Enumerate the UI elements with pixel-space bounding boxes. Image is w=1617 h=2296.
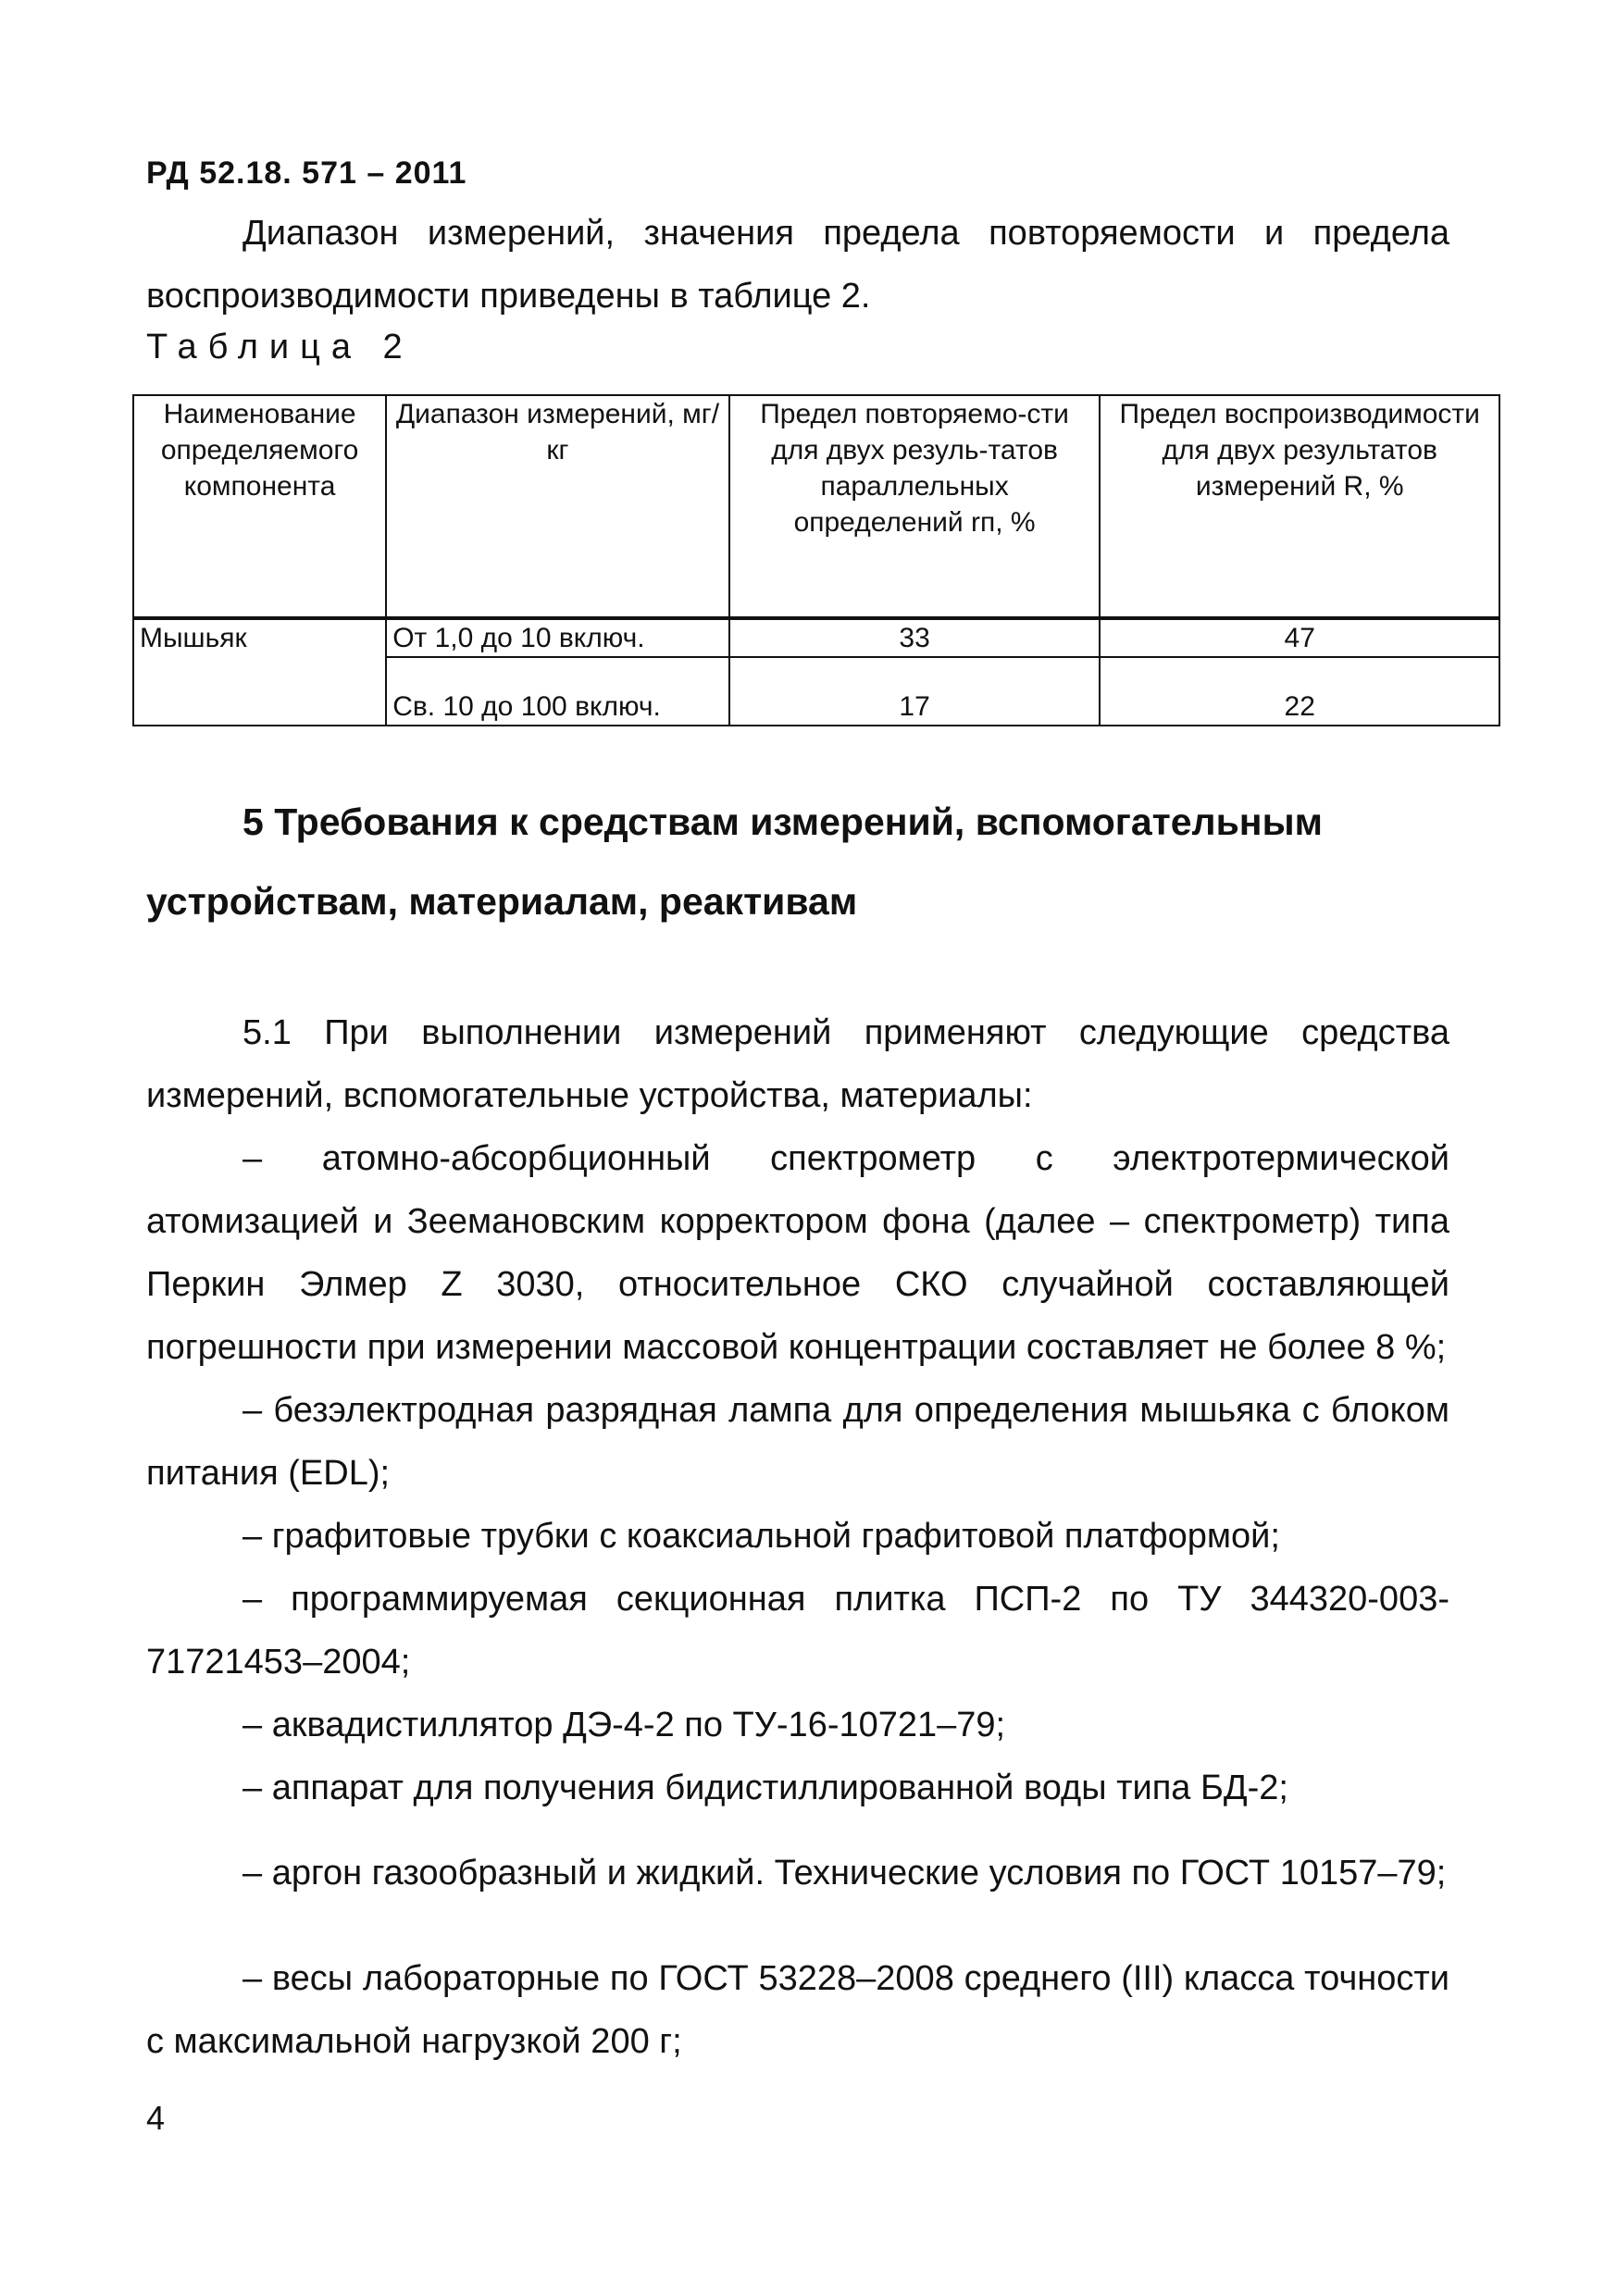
section-title-line2: устройствам, материалам, реактивам	[146, 880, 858, 923]
list-item: – аргон газообразный и жидкий. Технические условия по ГОСТ 10157–79;	[243, 1854, 1447, 1893]
paragraph-5-1: 5.1 При выполнении измерений применяют следующие средства измерений, вспомогательные устройства, материалы:	[146, 1013, 1449, 1115]
list-item: – атомно-абсорбционный спектрометр с электротермической атомизацией и Зеемановским корректором фона (далее – спектрометр) типа Перкин Элмер Z 3030, относительное СКО случайной составляющей погрешности при измерении массовой концентрации составляет не более 8 %;	[146, 1139, 1449, 1367]
range-cell: От 1,0 до 10 включ.	[386, 618, 729, 657]
reproducibility-cell: 47	[1100, 618, 1499, 657]
list-item: – программируемая секционная плитка ПСП-2 по ТУ 344320-003-71721453–2004;	[146, 1580, 1449, 1682]
header-reproducibility: Предел воспроизводимости для двух результатов измерений R, %	[1100, 395, 1499, 618]
list-item: – безэлектродная разрядная лампа для определения мышьяка с блоком питания (EDL);	[146, 1391, 1449, 1493]
section-heading	[146, 782, 1449, 941]
list-item: – весы лабораторные по ГОСТ 53228–2008 среднего (III) класса точности с максимальной нагрузкой 200 г;	[146, 1959, 1449, 2061]
repeatability-cell: 17	[729, 657, 1101, 726]
table-row	[133, 618, 1499, 657]
component-cell: Мышьяк	[133, 618, 386, 726]
table-caption: Таблица 2	[146, 328, 414, 366]
list-item: – аппарат для получения бидистиллированной воды типа БД-2;	[243, 1769, 1288, 1807]
data-table	[132, 394, 1500, 726]
page-number: 4	[146, 2099, 166, 2137]
reproducibility-cell: 22	[1100, 657, 1499, 726]
list-item: – аквадистиллятор ДЭ-4-2 по ТУ-16-10721–79;	[243, 1706, 1006, 1744]
header-repeatability: Предел повторяемо-сти для двух резуль-татов параллельных определений rп, %	[729, 395, 1101, 618]
range-cell: Св. 10 до 100 включ.	[386, 657, 729, 726]
header-range: Диапазон измерений, мг/кг	[386, 395, 729, 618]
section-title-line1: 5 Требования к средствам измерений, вспомогательным	[243, 800, 1323, 843]
document-code: РД 52.18. 571 – 2011	[146, 155, 467, 191]
intro-paragraph: Диапазон измерений, значения предела повторяемости и предела воспроизводимости приведены в таблице 2.	[146, 214, 1449, 316]
repeatability-cell: 33	[729, 618, 1101, 657]
list-item: – графитовые трубки с коаксиальной графитовой платформой;	[243, 1517, 1280, 1556]
header-component: Наименование определяемого компонента	[133, 395, 386, 618]
table-header-row	[133, 395, 1499, 618]
